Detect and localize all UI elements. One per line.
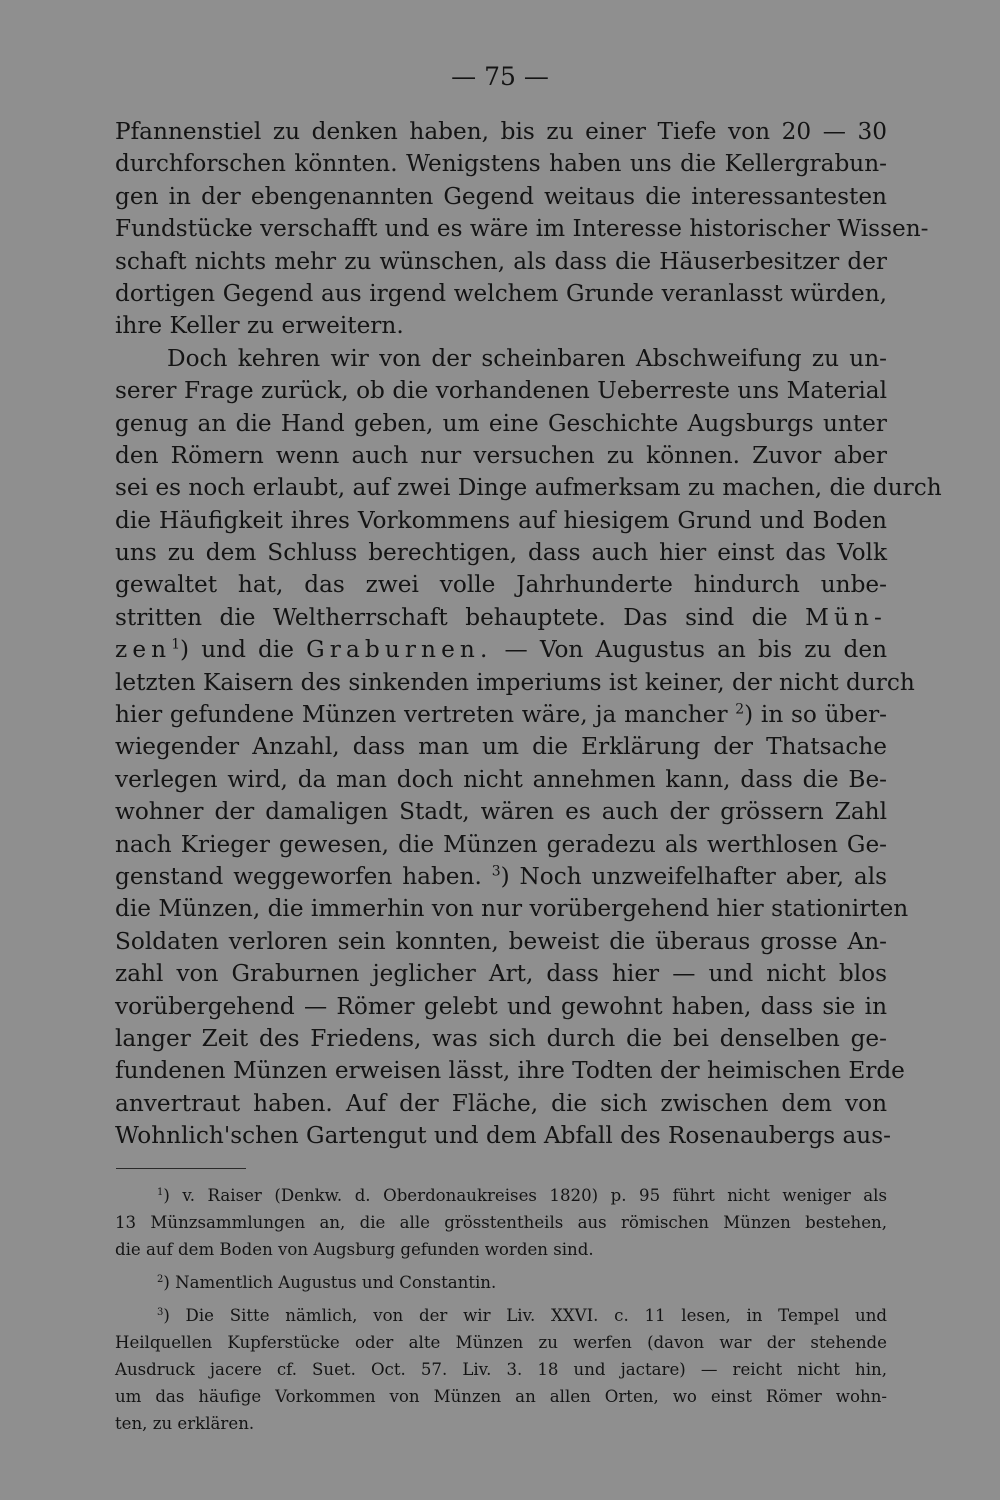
footnote-marker: 2 bbox=[157, 1274, 164, 1286]
text-line: durchforschen könnten. Wenigstens haben uns die Kellergrabun- bbox=[115, 150, 887, 178]
text-line bbox=[115, 861, 887, 893]
footnote-marker: 1 bbox=[157, 1187, 164, 1199]
text-segment: genstand weggeworfen haben. bbox=[115, 862, 482, 890]
text-line: nach Krieger gewesen, die Münzen geradezu als werthlosen Ge- bbox=[115, 830, 887, 858]
text-line: genug an die Hand geben, um eine Geschichte Augsburgs unter bbox=[115, 409, 887, 437]
spaced-word: Mün- bbox=[805, 603, 888, 631]
text-line: anvertraut haben. Auf der Fläche, die sich zwischen dem von bbox=[115, 1089, 887, 1117]
footnote-line: 13 Münzsammlungen an, die alle grösstentheils aus römischen Münzen bestehen, bbox=[115, 1213, 887, 1232]
text-line: dortigen Gegend aus irgend welchem Grunde veranlasst würden, bbox=[115, 279, 887, 307]
text-line: letzten Kaisern des sinkenden imperiums ist keiner, der nicht durch bbox=[115, 668, 915, 696]
text-segment: ) v. Raiser (Denkw. d. Oberdonaukreises 1820) p. 95 führt nicht weniger als bbox=[163, 1186, 887, 1205]
spaced-word: Graburnen. bbox=[306, 636, 493, 664]
text-line: ihre Keller zu erweitern. bbox=[115, 312, 404, 340]
text-line: Soldaten verloren sein konnten, beweist die überaus grosse An- bbox=[115, 927, 887, 955]
footnote-line: Heilquellen Kupferstücke oder alte Münzen zu werfen (davon war der stehende bbox=[115, 1333, 887, 1352]
footnote-ref[interactable]: 1 bbox=[171, 636, 181, 653]
text-line bbox=[115, 699, 887, 731]
footnote-line: die auf dem Boden von Augsburg gefunden worden sind. bbox=[115, 1240, 594, 1259]
text-segment: hier gefundene Münzen vertreten wäre, ja mancher bbox=[115, 701, 728, 729]
text-line: die Münzen, die immerhin von nur vorübergehend hier stationirten bbox=[115, 895, 909, 923]
text-line: die Häufigkeit ihres Vorkommens auf hiesigem Grund und Boden bbox=[115, 506, 887, 534]
text-segment: ) Die Sitte nämlich, von der wir Liv. XXVI. c. 11 lesen, in Tempel und bbox=[163, 1306, 887, 1325]
text-line: verlegen wird, da man doch nicht annehmen kann, dass die Be- bbox=[115, 765, 887, 793]
text-line: schaft nichts mehr zu wünschen, als dass die Häuserbesitzer der bbox=[115, 247, 887, 275]
footnote-ref[interactable]: 2 bbox=[735, 701, 745, 718]
spaced-word: zen bbox=[115, 636, 172, 664]
text-segment: ) Noch unzweifelhafter aber, als bbox=[500, 862, 888, 890]
body-text bbox=[115, 116, 942, 1153]
text-line: langer Zeit des Friedens, was sich durch die bei denselben ge- bbox=[115, 1024, 887, 1052]
footnote-ref[interactable]: 3 bbox=[491, 863, 501, 880]
text-line bbox=[115, 634, 887, 666]
text-line: gewaltet hat, das zwei volle Jahrhunderte hindurch unbe- bbox=[115, 571, 887, 599]
text-segment: ) Namentlich Augustus und Constantin. bbox=[163, 1273, 497, 1292]
text-segment: — Von Augustus an bis zu den bbox=[492, 636, 887, 664]
footnote-marker: 3 bbox=[157, 1307, 164, 1319]
text-line: serer Frage zurück, ob die vorhandenen Ueberreste uns Material bbox=[115, 377, 887, 405]
text-segment: ) und die bbox=[180, 636, 295, 664]
text-segment: ) in so über- bbox=[744, 701, 887, 729]
footnote-line bbox=[115, 1302, 887, 1329]
text-line: vorübergehend — Römer gelebt und gewohnt haben, dass sie in bbox=[115, 992, 887, 1020]
text-segment: stritten die Weltherrschaft behauptete. Das sind die bbox=[115, 603, 788, 631]
text-line: zahl von Graburnen jeglicher Art, dass hier — und nicht blos bbox=[115, 960, 887, 988]
footnote-divider bbox=[116, 1168, 246, 1169]
text-line bbox=[115, 602, 887, 634]
text-line: wohner der damaligen Stadt, wären es auch der grössern Zahl bbox=[115, 798, 887, 826]
text-line: Doch kehren wir von der scheinbaren Abschweifung zu un- bbox=[167, 344, 887, 372]
footnote-line: um das häufige Vorkommen von Münzen an allen Orten, wo einst Römer wohn- bbox=[115, 1387, 887, 1406]
footnote-line: ten, zu erklären. bbox=[115, 1414, 255, 1433]
footnotes bbox=[115, 1182, 887, 1437]
footnote-line: Ausdruck jacere cf. Suet. Oct. 57. Liv. 3. 18 und jactare) — reicht nicht hin, bbox=[115, 1360, 887, 1379]
text-line: sei es noch erlaubt, auf zwei Dinge aufmerksam zu machen, die durch bbox=[115, 474, 942, 502]
footnote-line bbox=[115, 1269, 887, 1296]
text-line: den Römern wenn auch nur versuchen zu können. Zuvor aber bbox=[115, 441, 887, 469]
text-line: gen in der ebengenannten Gegend weitaus die interessantesten bbox=[115, 182, 887, 210]
text-line: uns zu dem Schluss berechtigen, dass auch hier einst das Volk bbox=[115, 539, 887, 567]
text-line: wiegender Anzahl, dass man um die Erklärung der Thatsache bbox=[115, 733, 887, 761]
footnote-line bbox=[115, 1182, 887, 1209]
page-number: — 75 — bbox=[451, 62, 549, 91]
text-line: Wohnlich'schen Gartengut und dem Abfall des Rosenaubergs aus- bbox=[115, 1122, 891, 1150]
text-line: Fundstücke verschafft und es wäre im Interesse historischer Wissen- bbox=[115, 215, 929, 243]
text-line: fundenen Münzen erweisen lässt, ihre Todten der heimischen Erde bbox=[115, 1057, 905, 1085]
text-line: Pfannenstiel zu denken haben, bis zu einer Tiefe von 20 — 30 bbox=[115, 118, 887, 145]
